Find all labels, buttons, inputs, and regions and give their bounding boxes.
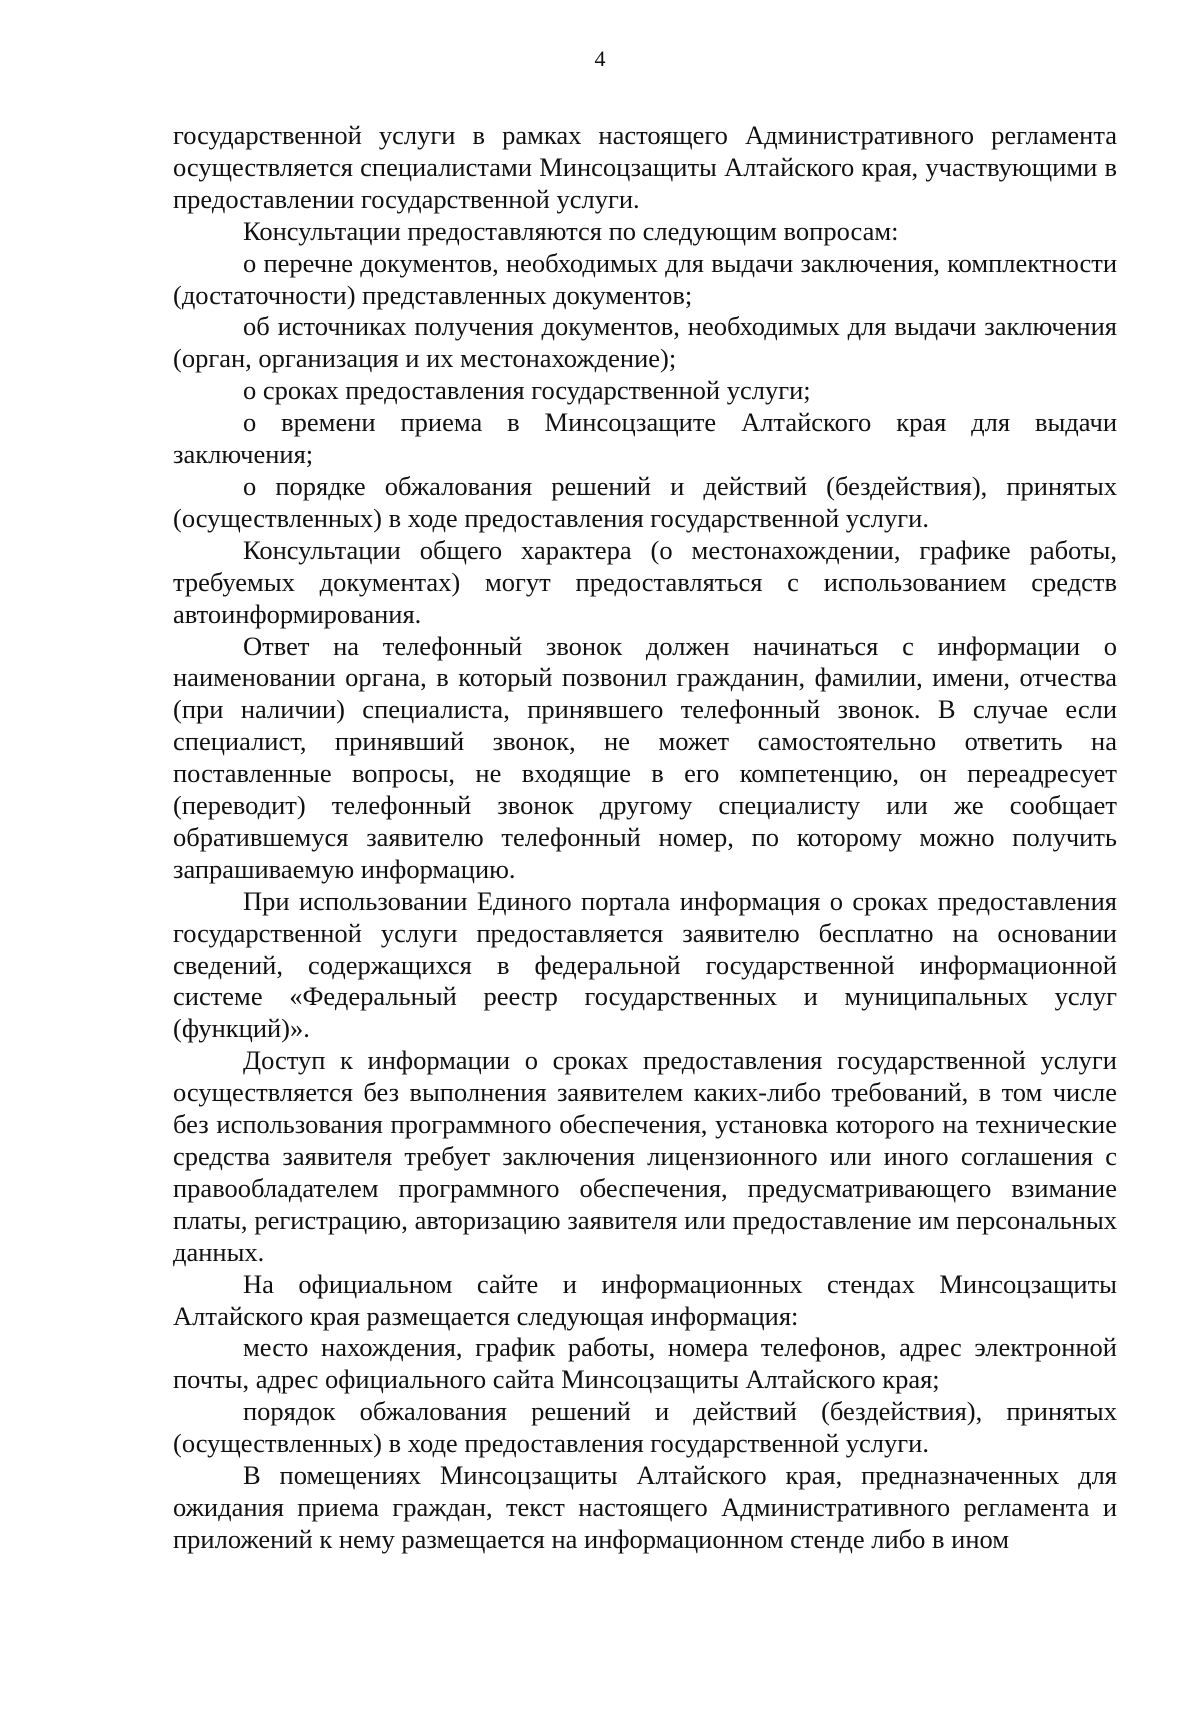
paragraph: о порядке обжалования решений и действий (бездействия), принятых (осуществленных) в ходе предоставления государственной услуги. [173, 470, 1117, 533]
paragraph: Консультации предоставляются по следующим вопросам: [243, 215, 899, 246]
paragraph: На официальном сайте и информационных стендах Минсоцзащиты Алтайского края размещается следующая информация: [173, 1268, 1117, 1331]
paragraph: место нахождения, график работы, номера телефонов, адрес электронной почты, адрес официального сайта Минсоцзащиты Алтайского края; [173, 1332, 1117, 1395]
page-number: 4 [594, 46, 606, 71]
paragraph: Ответ на телефонный звонок должен начинаться с информации о наименовании органа, в который позвонил гражданин, фамилии, имени, отчества (при наличии) специалиста, принявшего телефонный звонок. В случае если специалист, принявший звонок, не может самостоятельно ответить на поставленные вопросы, не входящие в его компетенцию, он переадресует (переводит) телефонный звонок другому специалисту или же сообщает обратившемуся заявителю телефонный номер, по которому можно получить запрашиваемую информацию. [173, 630, 1117, 884]
paragraph-continuation: государственной услуги в рамках настоящего Административного регламента осуществляется специалистами Минсоцзащиты Алтайского края, участвующими в предоставлении государственной услуги. [173, 120, 1117, 214]
paragraph: В помещениях Минсоцзащиты Алтайского края, предназначенных для ожидания приема граждан, текст настоящего Административного регламента и приложений к нему размещается на информационном стенде либо в ином [173, 1460, 1117, 1554]
paragraph: Консультации общего характера (о местонахождении, графике работы, требуемых документах) могут предоставляться с использованием средств автоинформирования. [173, 534, 1117, 629]
paragraph: При использовании Единого портала информация о сроках предоставления государственной услуги предоставляется заявителю бесплатно на основании сведений, содержащихся в федеральной государственной информационной системе «Федеральный реестр государственных и муниципальных услуг (функций)». [173, 885, 1117, 1044]
paragraph: об источниках получения документов, необходимых для выдачи заключения (орган, организация и их местонахождение); [173, 311, 1117, 374]
paragraph: о времени приема в Минсоцзащите Алтайского края для выдачи заключения; [173, 407, 1117, 470]
document-body [173, 120, 1117, 1556]
paragraph: о перечне документов, необходимых для выдачи заключения, комплектности (достаточности) представленных документов; [173, 247, 1117, 310]
paragraph: о сроках предоставления государственной услуги; [243, 375, 811, 406]
paragraph: порядок обжалования решений и действий (бездействия), принятых (осуществленных) в ходе предоставления государственной услуги. [173, 1396, 1117, 1459]
paragraph: Доступ к информации о сроках предоставления государственной услуги осуществляется без выполнения заявителем каких-либо требований, в том числе без использования программного обеспечения, установка которого на технические средства заявителя требует заключения лицензионного или иного соглашения с правообладателем программного обеспечения, предусматривающего взимание платы, регистрацию, авторизацию заявителя или предоставление им персональных данных. [173, 1045, 1117, 1267]
